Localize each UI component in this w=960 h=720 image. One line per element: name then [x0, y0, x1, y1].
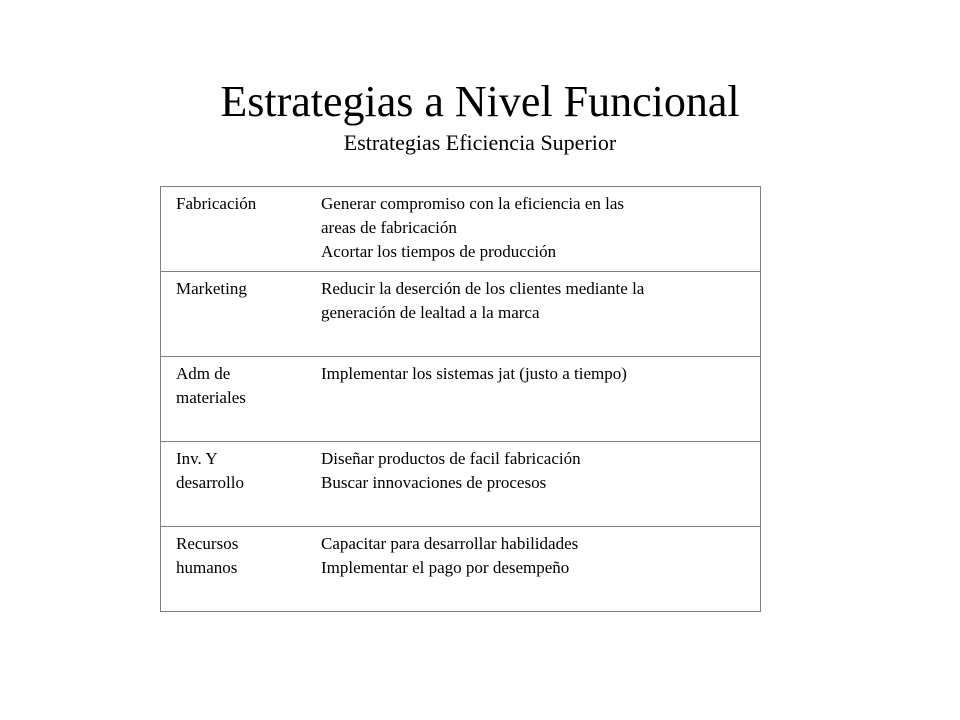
area-cell — [161, 272, 322, 357]
area-label: Fabricación — [176, 194, 257, 213]
strategy-cell — [321, 527, 761, 612]
area-cell — [161, 187, 322, 272]
area-label: materiales — [176, 388, 246, 407]
strategy-cell — [321, 187, 761, 272]
strategy-text: Capacitar para desarrollar habilidades — [321, 534, 579, 553]
area-label: Inv. Y — [176, 449, 218, 468]
area-cell — [161, 357, 322, 442]
table-row — [161, 272, 761, 357]
strategy-text: Buscar innovaciones de procesos — [321, 473, 547, 492]
strategy-cell — [321, 357, 761, 442]
table-row — [161, 442, 761, 527]
table-row — [161, 357, 761, 442]
area-label: Marketing — [176, 279, 247, 298]
strategy-text: Reducir la deserción de los clientes mediante la — [321, 279, 645, 298]
area-cell — [161, 527, 322, 612]
strategy-text: areas de fabricación — [321, 218, 457, 237]
strategy-text: generación de lealtad a la marca — [321, 303, 540, 322]
strategy-text: Implementar los sistemas jat (justo a tiempo) — [321, 364, 627, 383]
table-row — [161, 527, 761, 612]
strategy-text: Acortar los tiempos de producción — [321, 242, 557, 261]
strategies-table — [160, 186, 761, 612]
page-subtitle: Estrategias Eficiencia Superior — [343, 130, 617, 155]
area-label: desarrollo — [176, 473, 244, 492]
page-title: Estrategias a Nivel Funcional — [220, 77, 740, 126]
strategy-text: Diseñar productos de facil fabricación — [321, 449, 581, 468]
table-row — [161, 187, 761, 272]
strategy-text: Generar compromiso con la eficiencia en las — [321, 194, 625, 213]
area-label: humanos — [176, 558, 238, 577]
area-cell — [161, 442, 322, 527]
strategy-text: Implementar el pago por desempeño — [321, 558, 570, 577]
strategy-cell — [321, 272, 761, 357]
area-label: Adm de — [176, 364, 231, 383]
strategy-cell — [321, 442, 761, 527]
area-label: Recursos — [176, 534, 239, 553]
